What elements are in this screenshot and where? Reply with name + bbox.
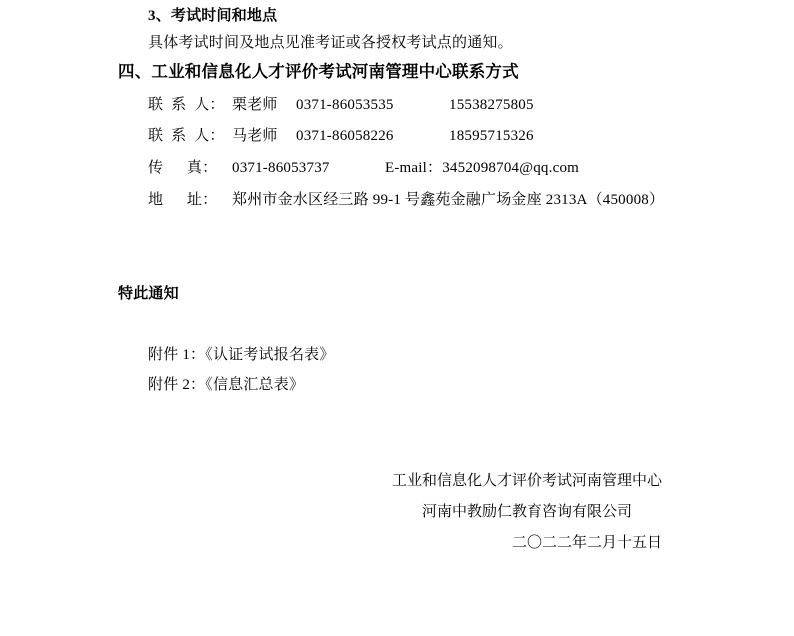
contact-label-3: 传 真： [148,160,218,176]
contact-phone-2: 0371-86058226 [296,128,394,144]
signature-date: 二〇二二年二月十五日 [512,535,663,551]
notice-text: 特此通知 [118,286,179,302]
attachment-item-2: 附件 2：《信息汇总表》 [148,377,305,393]
section-paragraph-exam-time: 具体考试时间及地点见准考证或各授权考试点的通知。 [148,35,513,51]
contact-fax-number: 0371-86053737 [232,160,330,176]
signature-company: 河南中教励仁教育咨询有限公司 [422,504,633,520]
contact-name-2: 马老师 [232,128,278,144]
contact-phone-1: 0371-86053535 [296,97,394,113]
contact-mobile-2: 18595715326 [449,128,534,144]
contact-name-1: 栗老师 [232,97,278,113]
section-heading-contact: 四、工业和信息化人才评价考试河南管理中心联系方式 [118,62,519,81]
contact-label-4: 地 址： [148,192,218,208]
contact-label-2: 联 系 人： [148,128,225,144]
signature-organization: 工业和信息化人才评价考试河南管理中心 [392,473,663,489]
contact-label-1: 联 系 人： [148,97,225,113]
contact-address: 郑州市金水区经三路 99-1 号鑫苑金融广场金座 2313A（450008） [232,192,665,208]
attachment-item-1: 附件 1：《认证考试报名表》 [148,347,335,363]
section-heading-exam-time: 3、考试时间和地点 [148,8,278,24]
contact-mobile-1: 15538275805 [449,97,534,113]
contact-email: E-mail：3452098704@qq.com [385,160,580,176]
